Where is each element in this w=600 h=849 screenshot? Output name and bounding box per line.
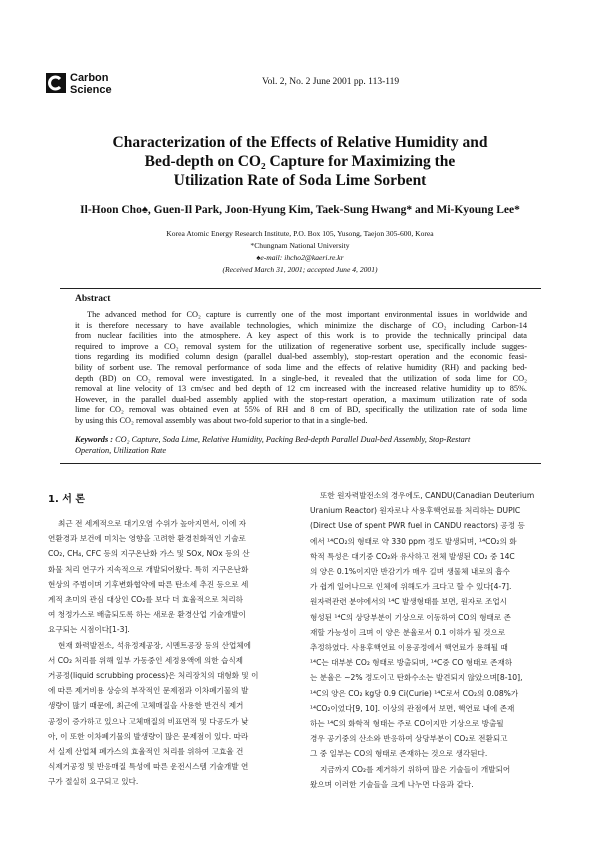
abstract-line: required to improve a CO₂ removal system for the utilization of regenerative sorbent use, specifically include sugges-: [75, 341, 527, 351]
abstract-line: tions regarding its modified column design (parallel dual-bed assembly), stop-restart operation and the economic feasi-: [75, 352, 527, 362]
body-line: 의 양은 0.1%이지만 반감기가 매우 길며 생물체 내로의 흡수: [310, 567, 510, 577]
abstract-body: [75, 310, 527, 427]
body-line: 그 중 일부는 CO의 형태로 존재하는 것으로 생각된다.: [310, 749, 488, 759]
logo-line-2: Science: [70, 84, 112, 96]
journal-logo: [46, 72, 112, 96]
keywords-line: [75, 434, 527, 445]
body-line: 계적 초미의 관심 대상인 CO₂를 보다 더 효율적으로 처리하: [48, 595, 244, 605]
title-line: Characterization of the Effects of Relative Humidity and: [112, 134, 488, 151]
abstract-heading: Abstract: [75, 294, 111, 304]
body-line: 연환경과 보건에 미치는 영향을 고려한 환경친화적인 기술로: [48, 534, 246, 544]
body-line: 재할 가능성이 크며 이 양은 분율로서 0.1 이하가 될 것으로: [310, 627, 506, 637]
abstract-line: lime for CO₂ removal was obtained even at 55% of RH and 8 cm of BD, specifically the utilization rate of soda lime: [75, 405, 527, 415]
body-line: 공정이 증가하고 있으나 고체매질의 비표면적 및 다공도가 낮: [48, 716, 249, 726]
body-line: 생량이 많기 때문에, 최근에 고체매질을 사용한 반건식 제거: [48, 701, 244, 711]
affiliations: [60, 228, 540, 276]
body-line: 서 실제 산업체 폐가스의 효율적인 처리를 위하여 고효율 건: [48, 747, 244, 757]
volume-info: Vol. 2, No. 2 June 2001 pp. 113-119: [262, 77, 400, 87]
body-line: 요구되는 시점이다[1-3].: [48, 625, 130, 635]
body-line: 에 따른 제거비용 상승의 부작적인 문제점과 이차폐기물의 발: [48, 686, 249, 696]
abstract-bottom-rule: [60, 463, 541, 464]
right-column: [310, 488, 555, 792]
body-line: (Direct Use of spent PWR fuel in CANDU reactors) 공정 등: [310, 521, 525, 531]
abstract-line: from nuclear facilities into the atmosphere. A key aspect of this work is to provide the technically principal data: [75, 331, 527, 341]
body-line: 구가 절실히 요구되고 있다.: [48, 777, 139, 787]
received-line: (Received March 31, 2001; accepted June 4, 2001): [222, 265, 378, 274]
logo-line-1: Carbon: [70, 72, 109, 84]
affiliation-line: Korea Atomic Energy Research Institute, P.O. Box 105, Yusong, Taejon 305-600, Korea: [166, 229, 434, 238]
carbon-science-logo-icon: [46, 73, 66, 93]
body-line: 또한 원자력발전소의 경우에도, CANDU(Canadian Deuterium: [320, 491, 535, 500]
body-line: ¹⁴C는 대부분 CO₂ 형태로 방출되며, ¹⁴C중 CO 형태로 존재하: [310, 658, 513, 668]
abstract-line: The advanced method for CO₂ capture is currently one of the most important environmental issues in worldwide and: [87, 310, 527, 319]
body-line: 하는 ¹⁴C의 화학적 형태는 주로 CO이지만 기상으로 방출될: [310, 719, 504, 729]
body-line: 현상의 주범이며 기후변화협약에 따른 탄소세 추진 등으로 세: [48, 579, 249, 589]
body-line: Uranium Reactor) 원자로나 사용후핵연료를 처리하는 DUPIC: [310, 506, 521, 516]
body-line: 아, 이 또한 이차폐기물의 발생량이 많은 문제점이 있다. 따라: [48, 731, 249, 741]
body-line: 가 쉽게 일어나므로 인체에 위해도가 크다고 할 수 있다[4-7].: [310, 582, 512, 592]
body-line: 여 청정가스로 배출되도록 하는 새로운 환경산업 기술개발이: [48, 610, 246, 620]
body-line: 왔으며 이러한 기술들을 크게 나누면 다음과 같다.: [310, 779, 474, 789]
authors: Il-Hoon Cho♠, Guen-Il Park, Joon-Hyung Kim, Taek-Sung Hwang* and Mi-Kyoung Lee*: [80, 204, 520, 216]
title-line: Utilization Rate of Soda Lime Sorbent: [173, 172, 427, 189]
body-line: 최근 전 세계적으로 대기오염 수위가 높아지면서, 이에 자: [58, 519, 247, 528]
body-line: 형성된 ¹⁴C의 상당부분이 기상으로 이동하여 CO의 형태로 존: [310, 612, 511, 622]
body-line: 식제거공정 및 반응매질 특성에 따른 운전시스템 기술개발 연: [48, 762, 249, 772]
title-line: Bed-depth on CO₂ Capture for Maximizing the: [144, 153, 456, 170]
body-line: ¹⁴CO₂이었다[9, 10]. 이상의 관점에서 보면, 핵연료 내에 존재: [310, 703, 515, 713]
abstract-line: bility of sorbent use. The removal performance of soda lime and the effects of relative humidity (RH) and packing bed-: [75, 362, 527, 372]
abstract-line: However, in the parallel dual-bed assembly applied with the stop-restart operation, a maximum utilization rate of soda: [75, 394, 527, 404]
abstract-line: by using this CO₂ removal assembly was about two-fold superior to that in a single-bed.: [75, 415, 368, 425]
body-line: 는 분율은 ~2% 정도이고 탄화수소는 발견되지 않았으며[8-10],: [310, 673, 523, 683]
abstract-line: it is therefore necessary to have available technologies, which minimize the discharge of CO₂ including Carbon-14: [75, 320, 527, 330]
body-line: 현재 화력발전소, 석유정제공장, 시멘트공장 등의 산업체에: [58, 640, 251, 650]
body-line: 서 CO₂ 처리를 위해 일부 가동중인 세정용액에 의한 습식제: [48, 655, 244, 665]
abstract-line: removal at line velocity of 13 cm/sec and bed depth of 12 cm increased with the increased relative humidity up to 85%.: [75, 384, 527, 394]
affiliation-line: *Chungnam National University: [250, 241, 350, 250]
keywords-line: Operation, Utilization Rate: [75, 446, 167, 455]
keywords-label: Keywords :: [75, 435, 114, 444]
body-line: 경우 공기중의 산소와 반응하여 상당부분이 CO₂로 전환되고: [310, 734, 508, 744]
body-line: 추정하였다. 사용후핵연료 이용공정에서 핵연료가 용해될 때: [310, 643, 508, 653]
body-line: 원자력관련 분야에서의 ¹⁴C 발생형태를 보면, 원자로 조업시: [310, 597, 508, 607]
body-line: 거공정(liquid scrubbing process)은 처리장치의 대형화 및 이: [48, 671, 259, 681]
body-line: 에서 ¹⁴CO₂의 형태로 약 330 ppm 정도 발생되며, ¹⁴CO₂의 화: [310, 536, 517, 546]
left-column: [48, 516, 293, 790]
body-line: ¹⁴C의 양은 CO₂ kg당 0.9 Ci(Curie) ¹⁴C로서 CO₂의 0.08%가: [310, 688, 519, 698]
email-line: ♠e-mail: ihcho2@kaeri.re.kr: [256, 253, 344, 262]
abstract-top-rule: [60, 288, 541, 289]
body-line: 지금까지 CO₂를 제거하기 위하여 많은 기술들이 개발되어: [320, 764, 511, 774]
keywords-text: CO₂ Capture, Soda Lime, Relative Humidity, Packing Bed-depth Parallel Dual-bed Assembly, Stop-Restart: [113, 435, 471, 444]
body-line: 화물 처리 연구가 지속적으로 개발되어왔다. 특히 지구온난화: [48, 564, 249, 574]
section-heading: 1. 서 론: [48, 494, 86, 505]
body-line: 학적 특성은 대기중 CO₂와 유사하고 전체 발생된 CO₂ 중 14C: [310, 551, 515, 561]
body-line: CO₂, CH₄, CFC 등의 지구온난화 가스 및 SOx, NOx 등의 산: [48, 549, 250, 559]
abstract-line: depth (BD) on CO₂ removal were investigated. In a single-bed, it revealed that the utilization of soda lime for CO₂: [75, 373, 527, 383]
paper-title: [60, 133, 540, 190]
keywords: [75, 434, 527, 456]
